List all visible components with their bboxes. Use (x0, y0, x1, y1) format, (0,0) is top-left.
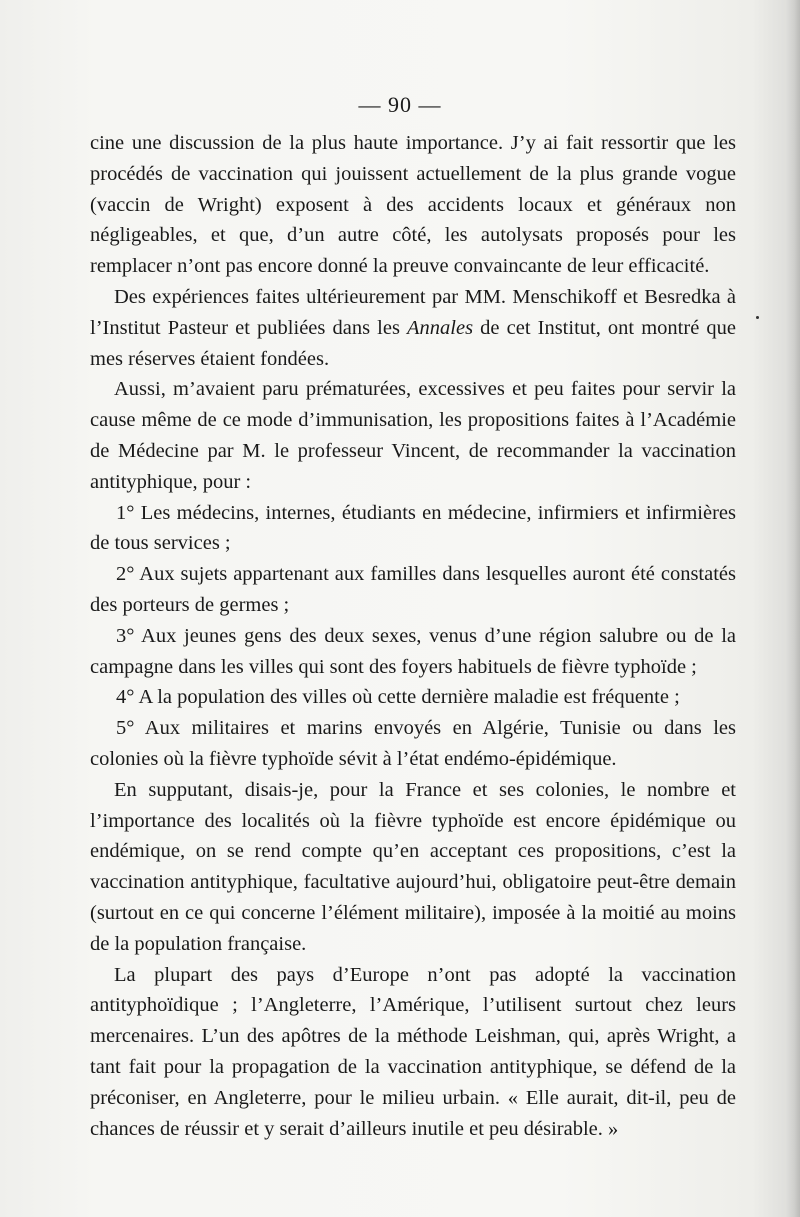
italic-annales: Annales (407, 316, 474, 339)
list-item-5: 5° Aux militaires et marins envoyés en Algérie, Tunisie ou dans les colonies où la fièvre typhoïde sévit à l’état endémo-épidémique. (90, 717, 736, 770)
paragraph-2 (90, 282, 736, 374)
list-item-4: 4° A la population des villes où cette dernière maladie est fréquente ; (116, 686, 680, 709)
page-edge-shadow (786, 0, 800, 1217)
list-item-1: 1° Les médecins, internes, étudiants en médecine, infirmiers et infirmières de tous services ; (90, 501, 736, 555)
paragraph-5: La plupart des pays d’Europe n’ont pas adopté la vaccination antityphoïdique ; l’Angleterre, l’Amérique, l’utilisent surtout chez leurs mercenaires. L’un des apôtres de la méthode Leishman, qui, après Wright, a tant fait pour la propagation de la vaccination antityphique, se défend de la préconiser, en Angleterre, pour le milieu urbain. « Elle aurait, dit-il, peu de chances de réussir et y serait d’ailleurs inutile et peu désirable. » (90, 963, 736, 1140)
page-number: — 90 — (358, 92, 442, 117)
paragraph-1: cine une discussion de la plus haute importance. J’y ai fait ressortir que les procédés de vaccination qui jouissent actuellement de la plus grande vogue (vaccin de Wright) exposent à des accidents locaux et généraux non négligeables, et que, d’un autre côté, les autolysats proposés pour les remplacer n’ont pas encore donné la preuve convaincante de leur efficacité. (90, 132, 736, 278)
list-item-3: 3° Aux jeunes gens des deux sexes, venus d’une région salubre ou de la campagne dans les villes qui sont des foyers habituels de fièvre typhoïde ; (90, 624, 736, 678)
paragraph-2-part-2: de cet Institut, ont montré que mes réserves étaient fondées. (90, 316, 736, 370)
list-item-2: 2° Aux sujets appartenant aux familles dans lesquelles auront été constatés des porteurs de germes ; (90, 563, 736, 616)
ink-speck (756, 316, 759, 319)
paragraph-2-part-1: Des expériences faites ultérieurement par MM. Menschikoff et Besredka à l’Institut Pasteur et publiées dans les (90, 285, 736, 339)
body-text (90, 128, 736, 1144)
paragraph-4: En supputant, disais-je, pour la France et ses colonies, le nombre et l’importance des localités où la fièvre typhoïde est encore épidémique ou endémique, on se rend compte qu’en acceptant ces propositions, c’est la vaccination antityphique, facultative aujourd’hui, obligatoire peut-être demain (surtout en ce qui concerne l’élément militaire), imposée à la moitié au moins de la population française. (90, 778, 736, 955)
paragraph-3: Aussi, m’avaient paru prématurées, excessives et peu faites pour servir la cause même de ce mode d’immunisation, les propositions faites à l’Académie de Médecine par M. le professeur Vincent, de recommander la vaccination antityphique, pour : (90, 378, 736, 493)
